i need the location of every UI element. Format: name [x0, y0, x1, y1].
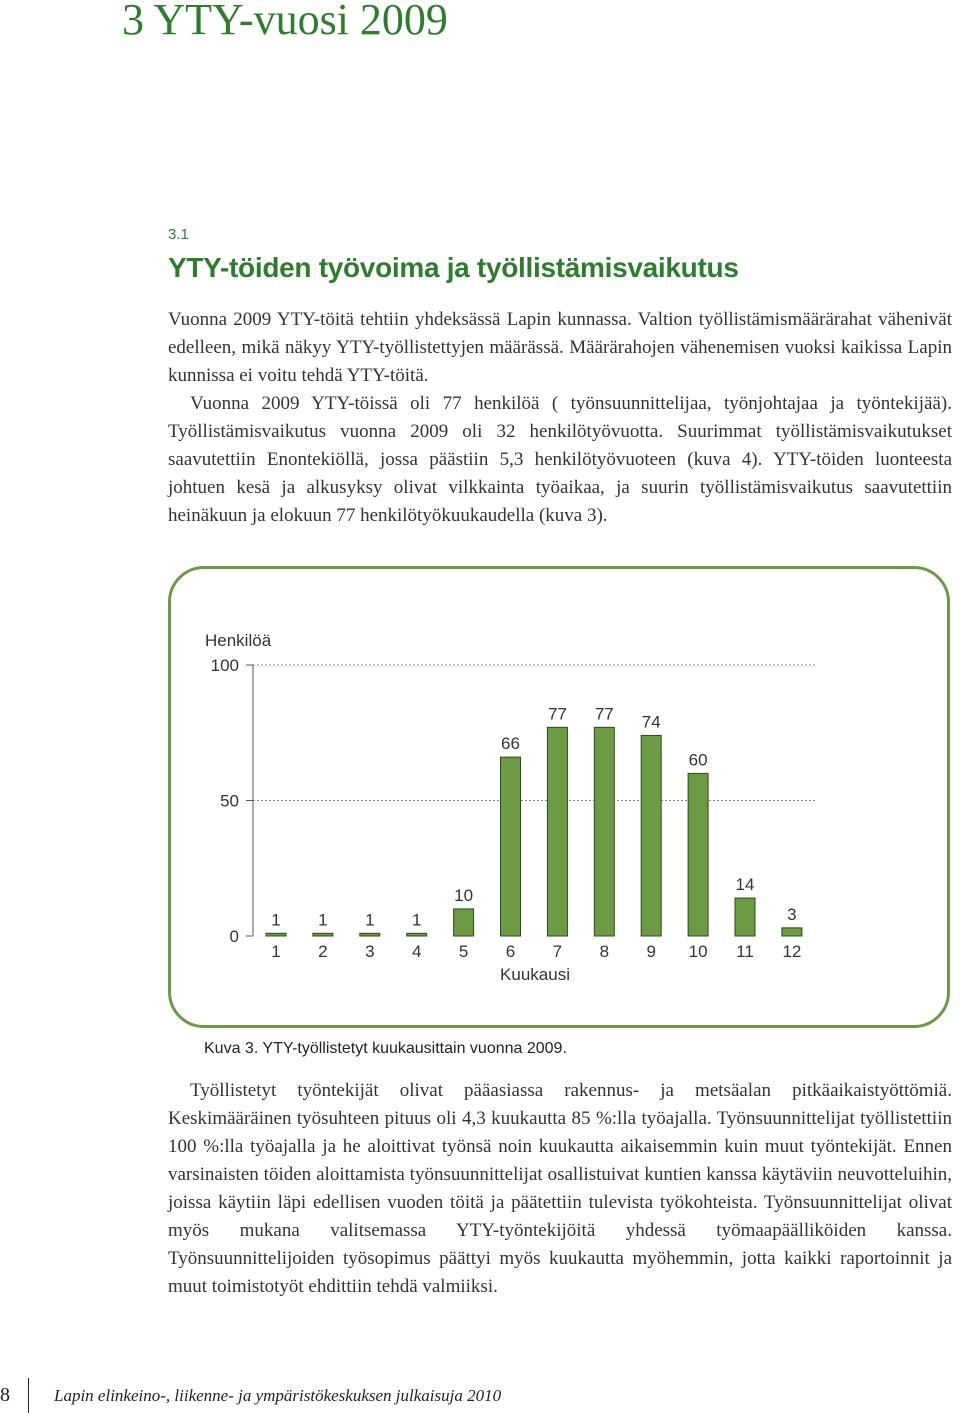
bar-value-label: 1 [411, 910, 422, 930]
chapter-title: 3 YTY-vuosi 2009 [122, 0, 448, 44]
bar [407, 933, 427, 936]
x-tick-label: 12 [782, 942, 802, 961]
footer-divider [28, 1378, 29, 1413]
bar [688, 773, 708, 936]
bar-value-label: 14 [735, 875, 755, 895]
x-tick-label: 2 [318, 942, 328, 961]
x-tick-label: 5 [458, 942, 469, 961]
bar-value-label: 10 [454, 885, 474, 905]
bar-value-label: 77 [547, 704, 567, 724]
bar-value-label: 3 [787, 904, 797, 924]
bar [454, 909, 474, 936]
bar [782, 928, 802, 936]
x-tick-label: 1 [271, 942, 281, 961]
x-tick-label: 10 [688, 942, 708, 961]
section-number: 3.1 [168, 226, 189, 243]
x-tick-label: 8 [599, 942, 610, 961]
bar-value-label: 66 [501, 734, 520, 754]
x-tick-label: 3 [365, 942, 375, 961]
bar-value-label: 1 [318, 910, 328, 930]
chart-frame [168, 566, 950, 1028]
x-tick-label: 4 [411, 942, 422, 961]
section-heading: YTY-töiden työvoima ja työllistämisvaikutus [168, 252, 739, 283]
publication-title: Lapin elinkeino-, liikenne- ja ympäristökeskuksen julkaisuja 2010 [54, 1386, 502, 1405]
bar-chart [171, 569, 953, 1031]
bar [594, 727, 614, 936]
bar [266, 933, 286, 936]
y-axis-label: Henkilöä [205, 631, 272, 650]
y-tick-label: 100 [210, 656, 239, 675]
y-tick-label: 0 [229, 927, 239, 946]
bar-value-label: 1 [271, 910, 281, 930]
bar-value-label: 60 [688, 750, 708, 770]
figure-caption: Kuva 3. YTY-työllistetyt kuukausittain vuonna 2009. [204, 1040, 567, 1057]
bar [360, 933, 380, 936]
y-tick-label: 50 [220, 791, 239, 811]
intro-paragraph: Vuonna 2009 YTY-töitä tehtiin yhdeksässä Lapin kunnassa. Valtion työllistämismäärärahat vähenivät edelleen, mikä näkyy YTY-työllistettyjen määrässä. Määrärahojen vähenemisen vuoksi kaikissa Lapin kunnissa ei voitu tehdä YTY-töitä. [168, 309, 952, 386]
bar-value-label: 74 [641, 712, 661, 732]
x-tick-label: 6 [505, 942, 516, 961]
bar [641, 735, 661, 936]
x-tick-label: 7 [552, 942, 563, 961]
bar-value-label: 77 [594, 704, 614, 724]
x-tick-label: 9 [646, 942, 656, 961]
x-tick-label: 11 [736, 942, 754, 961]
employment-paragraph: Vuonna 2009 YTY-töissä oli 77 henkilöä ( työnsuunnittelijaa, työnjohtajaa ja työntekijää). Työllistämisvaikutus vuonna 2009 oli 32 henkilötyövuotta. Suurimmat työllistämisvaikutukset saavutettiin Enontekiöllä, jossa päästiin 5,3 henkilötyövuoteen (kuva 4). YTY-töiden luonteesta johtuen kesä ja alkusyksy olivat vilkkainta työaikaa, ja suurin työllistämisvaikutus saavutettiin heinäkuun ja elokuun 77 henkilötyökuukaudella (kuva 3). [168, 393, 952, 526]
bar [313, 933, 333, 936]
bar [735, 898, 755, 936]
bar-value-label: 1 [365, 910, 375, 930]
bar [501, 757, 521, 936]
page-number: 8 [0, 1384, 10, 1406]
bar [547, 727, 567, 936]
workers-paragraph: Työllistetyt työntekijät olivat pääasiassa rakennus- ja metsäalan pitkäaikaistyöttömiä. Keskimääräinen työsuhteen pituus oli 4,3 kuukautta 85 %:lla työajalla. Työnsuunnittelijat työllistettiin 100 %:lla työajalla ja he aloittivat työnsä noin kuukautta aikaisemmin kuin muut työntekijät. Ennen varsinaisten töiden aloittamista työnsuunnittelijat osallistuivat kuntien kanssa käytäviin neuvotteluihin, joissa käytiin läpi edellisen vuoden töitä ja päätettiin tulevista työkohteista. Työnsuunnittelijat olivat myös mukana valitsemassa YTY-työntekijöitä yhdessä työmaapäälliköiden kanssa. Työnsuunnittelijoiden työsopimus päättyi myös kuukautta myöhemmin, jotta kaikki raportoinnit ja muut toimistotyöt ehdittiin tehdä valmiiksi. [168, 1080, 952, 1297]
x-axis-label: Kuukausi [500, 965, 570, 984]
